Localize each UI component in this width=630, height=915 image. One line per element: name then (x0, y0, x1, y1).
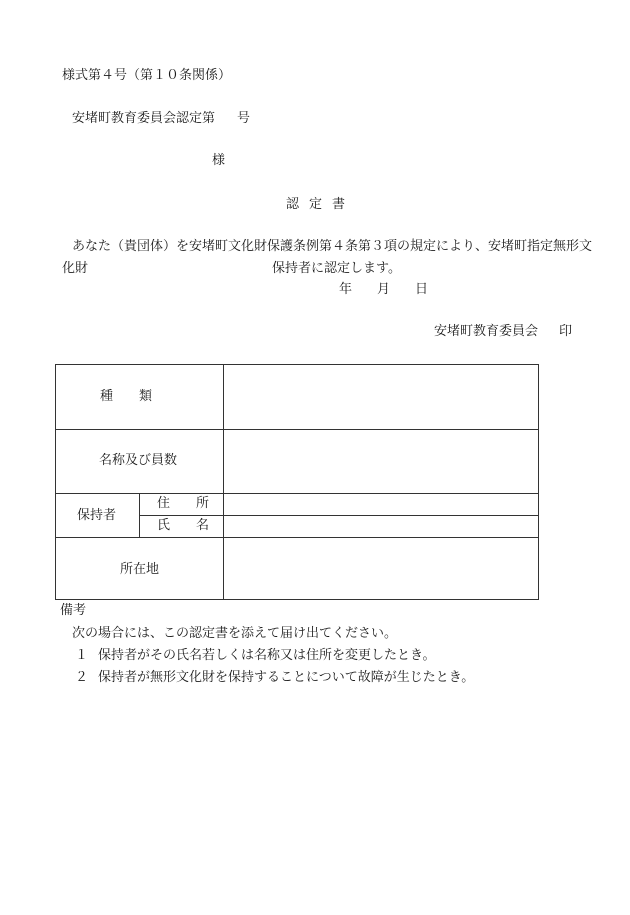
remark-item-text: 保持者がその氏名若しくは名称又は住所を変更したとき。 (98, 648, 436, 663)
certificate-table (55, 364, 539, 600)
holder-name-label: 氏 名 (157, 518, 210, 533)
location-value[interactable] (228, 542, 533, 594)
table-divider (56, 537, 539, 538)
address-value[interactable] (228, 496, 533, 512)
address-label: 住 所 (157, 496, 210, 511)
remarks-title: 備考 (60, 603, 87, 618)
name-count-label: 名称及び員数 (99, 453, 178, 468)
remarks-intro: 次の場合には、この認定書を添えて届け出てください。 (72, 626, 398, 641)
body-text-line-1: あなた（貴団体）を安堵町文化財保護条例第４条第３項の規定により、安堵町指定無形文 (72, 239, 593, 254)
document-title: 認定書 (286, 197, 356, 212)
date-year-label: 年 (339, 282, 353, 297)
issuer-name: 安堵町教育委員会 (434, 324, 539, 339)
date-day-label: 日 (415, 282, 429, 297)
holder-label: 保持者 (77, 508, 117, 523)
table-divider (56, 493, 539, 494)
certificate-number-label: 安堵町教育委員会認定第 (72, 111, 216, 126)
body-text-line-2-end: 保持者に認定します。 (272, 261, 401, 276)
certificate-number-suffix: 号 (237, 111, 251, 126)
type-value[interactable] (228, 369, 533, 425)
body-text-line-2-start: 化財 (62, 261, 89, 276)
location-label: 所在地 (120, 562, 160, 577)
addressee-honorific: 様 (212, 153, 226, 168)
type-label: 種 類 (100, 389, 153, 404)
holder-name-value[interactable] (228, 518, 533, 534)
remark-item-number: １ (75, 648, 89, 663)
date-month-label: 月 (377, 282, 391, 297)
remark-item-number: ２ (75, 670, 89, 685)
remark-item-text: 保持者が無形文化財を保持することについて故障が生じたとき。 (98, 670, 475, 685)
table-divider (56, 429, 539, 430)
table-divider (223, 365, 224, 599)
name-count-value[interactable] (228, 433, 533, 489)
seal-mark: 印 (559, 324, 573, 339)
table-divider (139, 493, 140, 537)
table-divider (139, 515, 539, 516)
form-number: 様式第４号（第１０条関係） (62, 68, 232, 83)
